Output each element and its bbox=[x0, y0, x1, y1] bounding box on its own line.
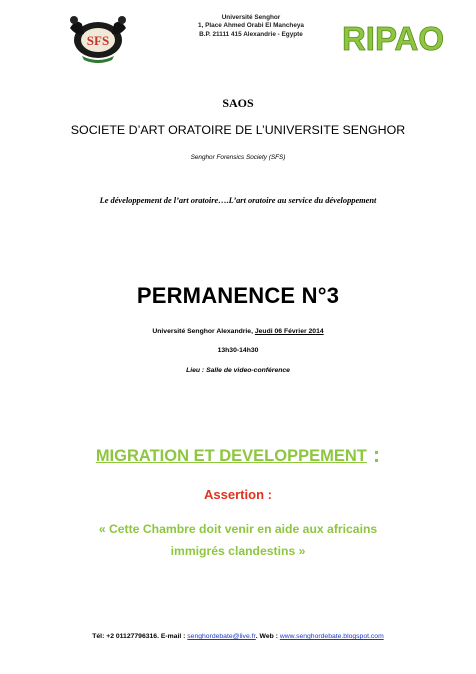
assertion-line-1: « Cette Chambre doit venir en aide aux africains bbox=[98, 522, 378, 536]
topic-title-colon: : bbox=[372, 442, 381, 467]
address-line-2: 1, Place Ahmed Orabi El Mancheya bbox=[198, 22, 304, 30]
address-line-1: Université Senghor bbox=[221, 14, 281, 21]
topic-title-text: MIGRATION ET DEVELOPPEMENT bbox=[95, 447, 367, 465]
assertion-label: Assertion : bbox=[204, 487, 272, 502]
society-acronym: SAOS bbox=[222, 96, 254, 110]
address-block bbox=[176, 14, 326, 39]
footer-web-label: . Web : bbox=[255, 633, 280, 640]
society-full-name: SOCIETE D’ART ORATOIRE DE L’UNIVERSITE SENGHOR bbox=[70, 123, 406, 137]
event-location-date bbox=[0, 328, 476, 335]
event-title: PERMANENCE N°3 bbox=[136, 283, 340, 308]
society-motto: Le développement de l’art oratoire….L’art oratoire au service du développement bbox=[99, 196, 377, 205]
event-time: 13h30-14h30 bbox=[217, 347, 259, 354]
ripao-logo bbox=[340, 14, 446, 66]
event-date: Jeudi 06 Février 2014 bbox=[254, 328, 324, 335]
assertion-line-2: immigrés clandestins » bbox=[170, 544, 306, 558]
footer-email-link[interactable]: senghordebate@live.fr bbox=[187, 633, 256, 640]
footer-web-link[interactable]: www.senghordebate.blogspot.com bbox=[279, 633, 384, 640]
event-room: Lieu : Salle de video-conférence bbox=[186, 367, 290, 374]
sfs-logo-text: SFS bbox=[86, 33, 110, 48]
event-location: Université Senghor Alexandrie, bbox=[152, 328, 255, 335]
sfs-logo bbox=[62, 10, 134, 64]
footer-phone: Tél: +2 01127796316. E-mail : bbox=[92, 633, 188, 640]
assertion-quote bbox=[70, 518, 406, 562]
footer-contact bbox=[0, 633, 476, 640]
society-english-name: Senghor Forensics Society (SFS) bbox=[190, 154, 286, 161]
topic-title bbox=[0, 442, 476, 468]
ripao-logo-text: RIPAO bbox=[341, 20, 445, 57]
address-line-3: B.P. 21111 415 Alexandrie - Egypte bbox=[199, 30, 303, 38]
